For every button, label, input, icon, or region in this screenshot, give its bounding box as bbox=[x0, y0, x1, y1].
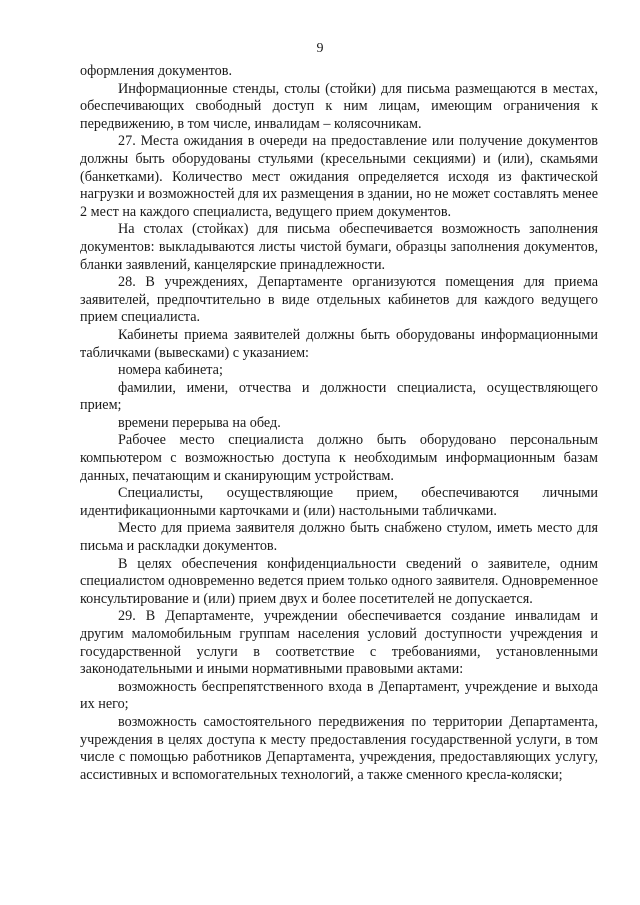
paragraph: В целях обеспечения конфиденциальности сведений о заявителе, одним специалистом одновременно ведется прием только одного заявителя. Одновременное консультирование и (или) прием двух и более посетителей не допускается. bbox=[80, 555, 598, 607]
paragraph: Рабочее место специалиста должно быть оборудовано персональным компьютером с возможностью доступа к необходимым информационным базам данных, печатающим и сканирующим устройствам. bbox=[80, 432, 598, 484]
paragraph: возможность самостоятельного передвижения по территории Департамента, учреждения в целях доступа к месту предоставления государственной услуги, в том числе с помощью работников Департамента, учреждения, предоставляющих услугу, ассистивных и вспомогательных технологий, а также сменного кресла-коляски; bbox=[80, 713, 598, 783]
paragraph: фамилии, имени, отчества и должности специалиста, осуществляющего прием; bbox=[80, 379, 598, 414]
document-body bbox=[80, 63, 598, 784]
paragraph: 27. Места ожидания в очереди на предоставление или получение документов должны быть оборудованы стульями (кресельными секциями) и (или), скамьями (банкетками). Количество мест ожидания определяется исходя из фактической нагрузки и возможностей для их размещения в здании, но не может составлять менее 2 мест на каждого специалиста, ведущего прием документов. bbox=[80, 133, 598, 220]
paragraph: 29. В Департаменте, учреждении обеспечивается создание инвалидам и другим маломобильным группам населения условий доступности учреждения и государственной услуги в соответствие с требованиями, установленными законодательными и иными нормативными правовыми актами: bbox=[80, 608, 598, 678]
paragraph: времени перерыва на обед. bbox=[118, 414, 281, 431]
page-number: 9 bbox=[316, 41, 324, 56]
paragraph: оформления документов. bbox=[80, 63, 233, 79]
paragraph: Информационные стенды, столы (стойки) для письма размещаются в местах, обеспечивающих свободный доступ к ним лицам, имеющим ограничения к передвижению, в том числе, инвалидам – колясочникам. bbox=[80, 80, 598, 132]
paragraph: На столах (стойках) для письма обеспечивается возможность заполнения документов: выкладываются листы чистой бумаги, образцы заполнения документов, бланки заявлений, канцелярские принадлежности. bbox=[80, 221, 598, 273]
paragraph: Специалисты, осуществляющие прием, обеспечиваются личными идентификационными карточками и (или) настольными табличками. bbox=[80, 485, 598, 519]
paragraph: номера кабинета; bbox=[118, 362, 223, 379]
paragraph: Место для приема заявителя должно быть снабжено стулом, иметь место для письма и раскладки документов. bbox=[80, 520, 598, 555]
paragraph: возможность беспрепятственного входа в Департамент, учреждение и выхода их него; bbox=[80, 678, 598, 713]
paragraph: 28. В учреждениях, Департаменте организуются помещения для приема заявителей, предпочтительно в виде отдельных кабинетов для каждого ведущего прием специалиста. bbox=[80, 274, 598, 326]
paragraph: Кабинеты приема заявителей должны быть оборудованы информационными табличками (вывесками) с указанием: bbox=[80, 326, 598, 361]
